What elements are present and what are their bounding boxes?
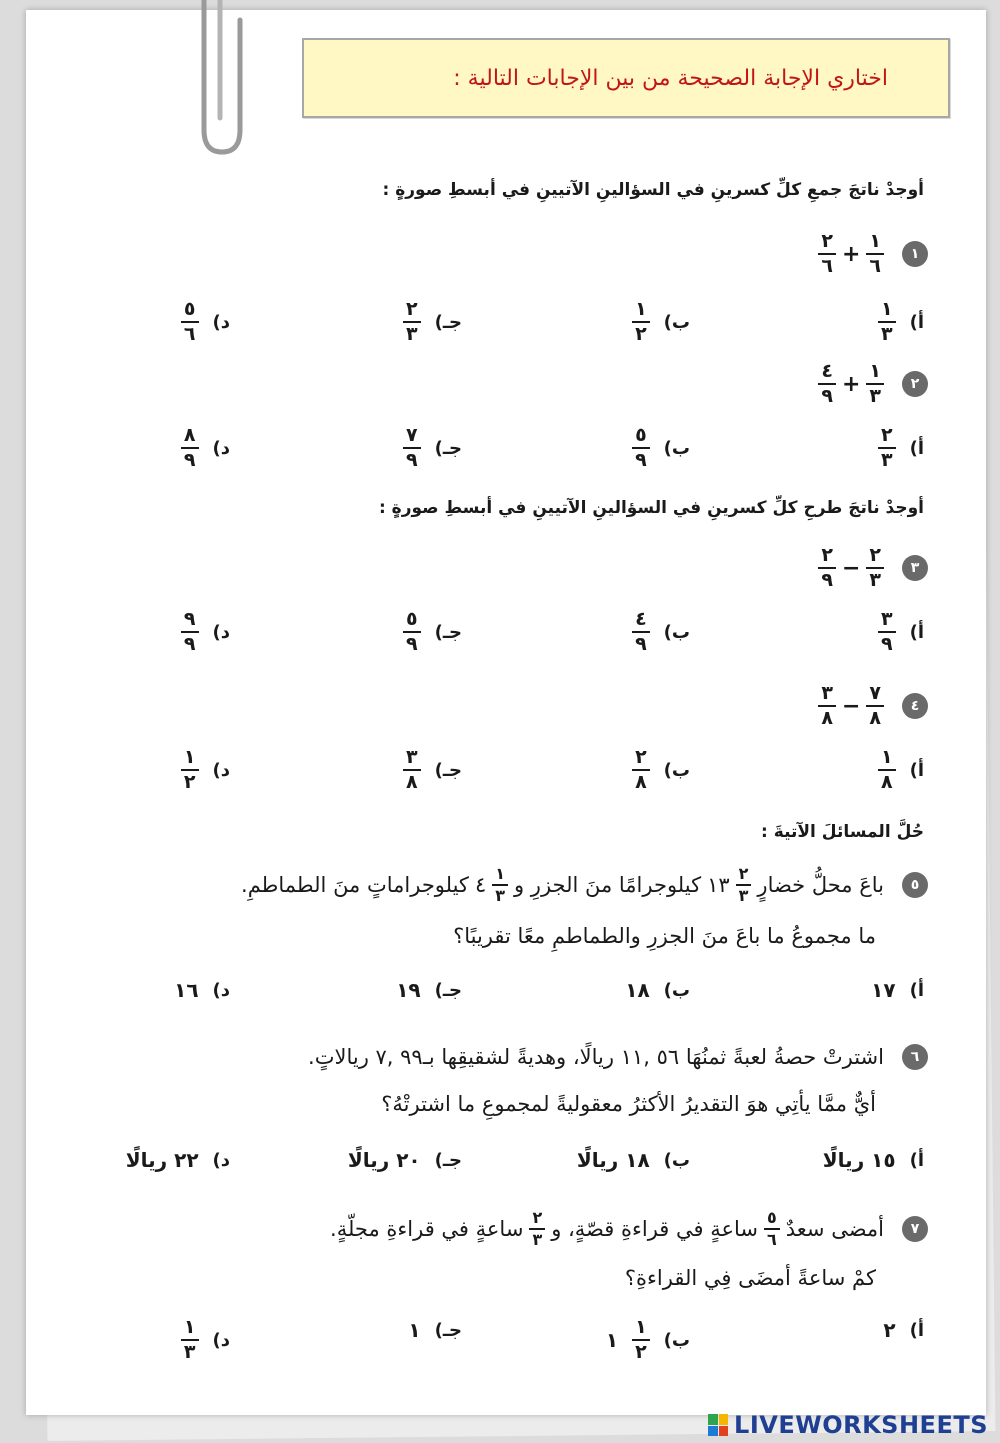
option-d[interactable]: د) $\frac{١}{٢}$ — [181, 748, 230, 792]
question-expression — [818, 684, 884, 728]
option-a[interactable]: أ) $\frac{٢}{٣}$ — [878, 426, 924, 470]
question-7 — [330, 1210, 928, 1248]
addition-heading: أوجدْ ناتجَ جمعِ كلِّ كسرينِ في السؤالينِ الآتيينِ في أبسطِ صورةٍ : — [382, 180, 924, 200]
worksheet-page — [26, 10, 986, 1415]
option-b[interactable]: ب) $\frac{٤}{٩}$ — [632, 610, 690, 654]
fraction-right: $\frac{٤}{٩}$ — [818, 362, 836, 406]
subtraction-heading: أوجدْ ناتجَ طرحِ كلِّ كسرينِ في السؤالينِ الآتيينِ في أبسطِ صورةٍ : — [378, 498, 924, 518]
fraction-left: $\frac{٧}{٨}$ — [866, 684, 884, 728]
option-d[interactable]: د) $\frac{١}{٣}$ — [181, 1318, 230, 1362]
liveworksheets-logo[interactable] — [708, 1411, 988, 1439]
question-1 — [818, 232, 928, 276]
question-text-line-2: كمْ ساعةً أمضَى فِي القراءةِ؟ — [624, 1266, 876, 1290]
question-number: ٧ — [902, 1216, 928, 1242]
operator: − — [841, 555, 861, 581]
option-b[interactable]: ب) $\frac{٥}{٩}$ — [632, 426, 690, 470]
question-text-line-2: ما مجموعُ ما باعَ منَ الجزرِ والطماطمِ معًا تقريبًا؟ — [453, 924, 876, 948]
question-4 — [818, 684, 928, 728]
fraction-left: $\frac{١}{٦}$ — [866, 232, 884, 276]
question-5 — [241, 866, 928, 904]
option-c[interactable]: جـ) $\frac{٧}{٩}$ — [403, 426, 462, 470]
question-2 — [818, 362, 928, 406]
operator: − — [841, 693, 861, 719]
question-text-line-1: اشترتْ حصةُ لعبةً ثمنُهَا ٥٦ ,١١ ريالًا، وهديةً لشقيقِها بـ٩٩ ,٧ ريالاتٍ. — [308, 1045, 884, 1069]
option-c[interactable]: جـ) $\frac{٢}{٣}$ — [403, 300, 462, 344]
problems-heading: حُلَّ المسائلَ الآتيةَ : — [761, 822, 924, 842]
option-a[interactable]: أ) ١٥ ريالًا — [822, 1148, 924, 1172]
option-a[interactable]: أ) ٢ — [883, 1318, 924, 1342]
question-number: ٥ — [902, 872, 928, 898]
liveworksheets-mark-icon — [708, 1414, 728, 1436]
question-number: ٤ — [902, 693, 928, 719]
question-3 — [818, 546, 928, 590]
question-6 — [308, 1044, 928, 1070]
question-text-line-2: أيٌّ ممَّا يأتِي هوَ التقديرُ الأكثرُ معقوليةً لمجموعِ ما اشترتْهُ؟ — [381, 1092, 876, 1116]
paperclip-icon — [190, 0, 250, 160]
option-a[interactable]: أ) ١٧ — [871, 978, 924, 1002]
option-d[interactable]: د) ١٦ — [174, 978, 230, 1002]
question-number: ٢ — [902, 371, 928, 397]
question-expression — [818, 232, 884, 276]
brand-name: LIVEWORKSHEETS — [734, 1411, 988, 1439]
fraction-left: $\frac{٢}{٣}$ — [866, 546, 884, 590]
fraction-left: $\frac{١}{٣}$ — [866, 362, 884, 406]
fraction-right: $\frac{٢}{٩}$ — [818, 546, 836, 590]
option-a[interactable]: أ) $\frac{١}{٣}$ — [878, 300, 924, 344]
operator: + — [841, 241, 861, 267]
question-number: ٣ — [902, 555, 928, 581]
question-expression — [818, 362, 884, 406]
option-d[interactable]: د) $\frac{٥}{٦}$ — [181, 300, 230, 344]
question-expression — [818, 546, 884, 590]
option-b[interactable]: ب) ١٨ — [625, 978, 690, 1002]
option-c[interactable]: جـ) ٢٠ ريالًا — [347, 1148, 462, 1172]
option-c[interactable]: جـ) ١٩ — [396, 978, 462, 1002]
option-c[interactable]: جـ) $\frac{٥}{٩}$ — [403, 610, 462, 654]
instruction-text: اختاري الإجابة الصحيحة من بين الإجابات التالية : — [453, 65, 888, 91]
option-b[interactable]: ب) $\frac{١}{٢}$ ١ — [605, 1316, 690, 1363]
option-b[interactable]: ب) $\frac{١}{٢}$ — [632, 300, 690, 344]
operator: + — [841, 371, 861, 397]
option-c[interactable]: جـ) ١ — [408, 1318, 462, 1342]
option-b[interactable]: ب) $\frac{٢}{٨}$ — [632, 748, 690, 792]
question-number: ٦ — [902, 1044, 928, 1070]
option-a[interactable]: أ) $\frac{٣}{٩}$ — [878, 610, 924, 654]
option-d[interactable]: د) $\frac{٩}{٩}$ — [181, 610, 230, 654]
question-text-line-1: باعَ محلُّ خضارٍ $\frac{٢}{٣}$ ١٣ كيلوجرامًا منَ الجزرِ و $\frac{١}{٣}$ ٤ كيلوجراماتٍ منَ الطماطمِ. — [241, 864, 884, 905]
option-b[interactable]: ب) ١٨ ريالًا — [576, 1148, 690, 1172]
option-a[interactable]: أ) $\frac{١}{٨}$ — [878, 748, 924, 792]
fraction-right: $\frac{٢}{٦}$ — [818, 232, 836, 276]
option-d[interactable]: د) $\frac{٨}{٩}$ — [181, 426, 230, 470]
fraction-right: $\frac{٣}{٨}$ — [818, 684, 836, 728]
option-c[interactable]: جـ) $\frac{٣}{٨}$ — [403, 748, 462, 792]
instruction-banner — [302, 38, 950, 118]
question-number: ١ — [902, 241, 928, 267]
question-text-line-1: أمضى سعدٌ $\frac{٥}{٦}$ ساعةٍ في قراءةِ قصّةٍ، و $\frac{٢}{٣}$ ساعةٍ في قراءةِ مجلّةٍ. — [330, 1208, 884, 1249]
option-d[interactable]: د) ٢٢ ريالًا — [125, 1148, 230, 1172]
